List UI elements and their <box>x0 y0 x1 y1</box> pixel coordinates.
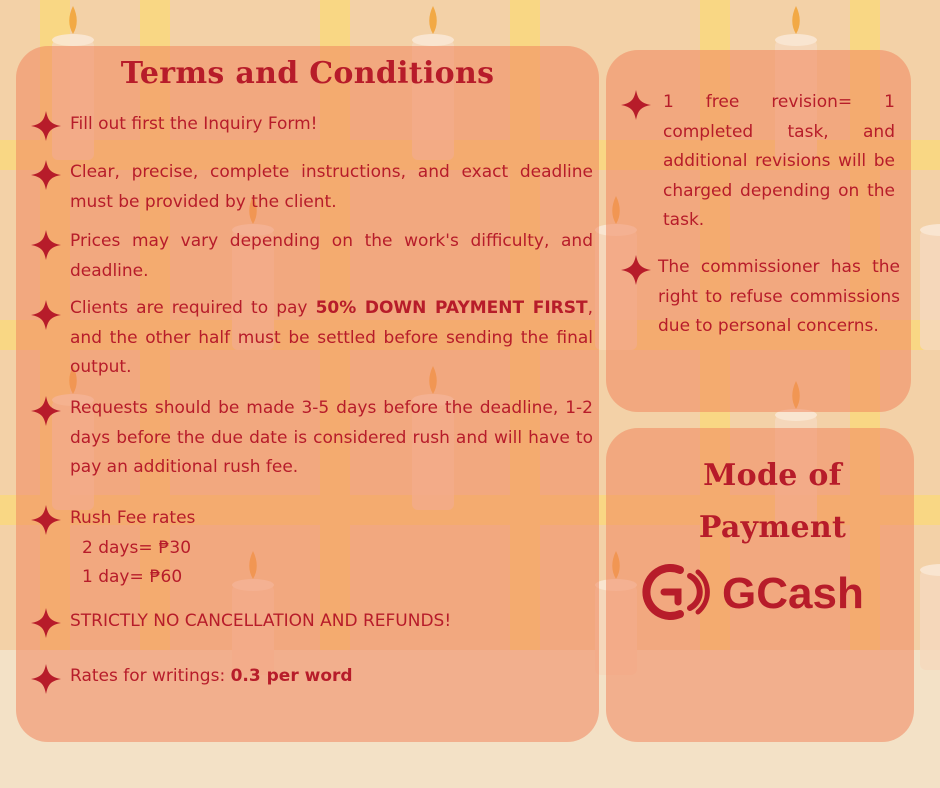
terms-item <box>70 394 593 483</box>
terms-item-text <box>70 662 593 692</box>
rush-fee-rate <box>70 534 593 564</box>
gcash-logo-icon <box>640 560 900 624</box>
terms-item-text: Requests should be made 3-5 days before the deadline, 1-2 days before the due date is considered rush and will have to pay an additional rush fee. <box>70 398 593 477</box>
sparkle-bullet-icon <box>31 230 61 260</box>
notes-item-text: 1 free revision= 1 completed task, and additional revisions will be charged depending on the task. <box>663 92 895 230</box>
sparkle-bullet-icon <box>31 608 61 638</box>
terms-item-text: Clear, precise, complete instructions, and exact deadline must be provided by the client. <box>70 162 593 212</box>
sparkle-bullet-icon <box>621 255 651 285</box>
terms-item-text: Fill out first the Inquiry Form! <box>70 114 318 134</box>
terms-item <box>70 294 593 383</box>
sparkle-bullet-icon <box>31 505 61 535</box>
terms-item <box>70 607 593 637</box>
payment-title: Mode of Payment <box>698 458 847 545</box>
rush-fee-rate-value: ₱30 <box>158 537 192 558</box>
sparkle-bullet-icon <box>31 396 61 426</box>
terms-item-text-part: , and the other half must be settled before sending the final output. <box>70 298 593 377</box>
sparkle-bullet-icon <box>31 160 61 190</box>
rush-fee-rate-value: ₱60 <box>149 567 183 587</box>
payment-method-name: GCash <box>722 569 864 618</box>
terms-item-text: Prices may vary depending on the work's difficulty, and deadline. <box>70 231 593 281</box>
sparkle-bullet-icon <box>621 90 651 120</box>
no-cancellation-notice: STRICTLY NO CANCELLATION AND REFUNDS! <box>70 611 452 631</box>
rush-fee-rate-label: 2 days= <box>82 537 153 558</box>
terms-item-text <box>70 294 593 383</box>
notes-item-text: The commissioner has the right to refuse commissions due to personal concerns. <box>658 257 900 336</box>
candle-icon <box>920 564 940 670</box>
page-title: Terms and Conditions <box>120 56 495 91</box>
sparkle-bullet-icon <box>31 111 61 141</box>
rush-fee-heading: Rush Fee rates <box>70 508 196 528</box>
rush-fee-item <box>70 504 593 593</box>
terms-item <box>70 110 593 140</box>
notes-item <box>663 88 895 236</box>
terms-item-text-part: Clients are required to pay <box>70 298 316 318</box>
rush-fee-rate <box>70 563 593 593</box>
candle-icon <box>920 224 940 350</box>
terms-item <box>70 227 593 286</box>
writing-rate-value: 0.3 per word <box>230 666 353 686</box>
terms-item <box>70 662 593 692</box>
terms-item <box>70 158 593 217</box>
sparkle-bullet-icon <box>31 300 61 330</box>
notes-item <box>658 253 900 342</box>
down-payment-emphasis: 50% DOWN PAYMENT FIRST <box>315 298 588 318</box>
writing-rate-label: Rates for writings: <box>70 666 231 686</box>
sparkle-bullet-icon <box>31 664 61 694</box>
rush-fee-rate-label: 1 day= <box>82 567 144 587</box>
